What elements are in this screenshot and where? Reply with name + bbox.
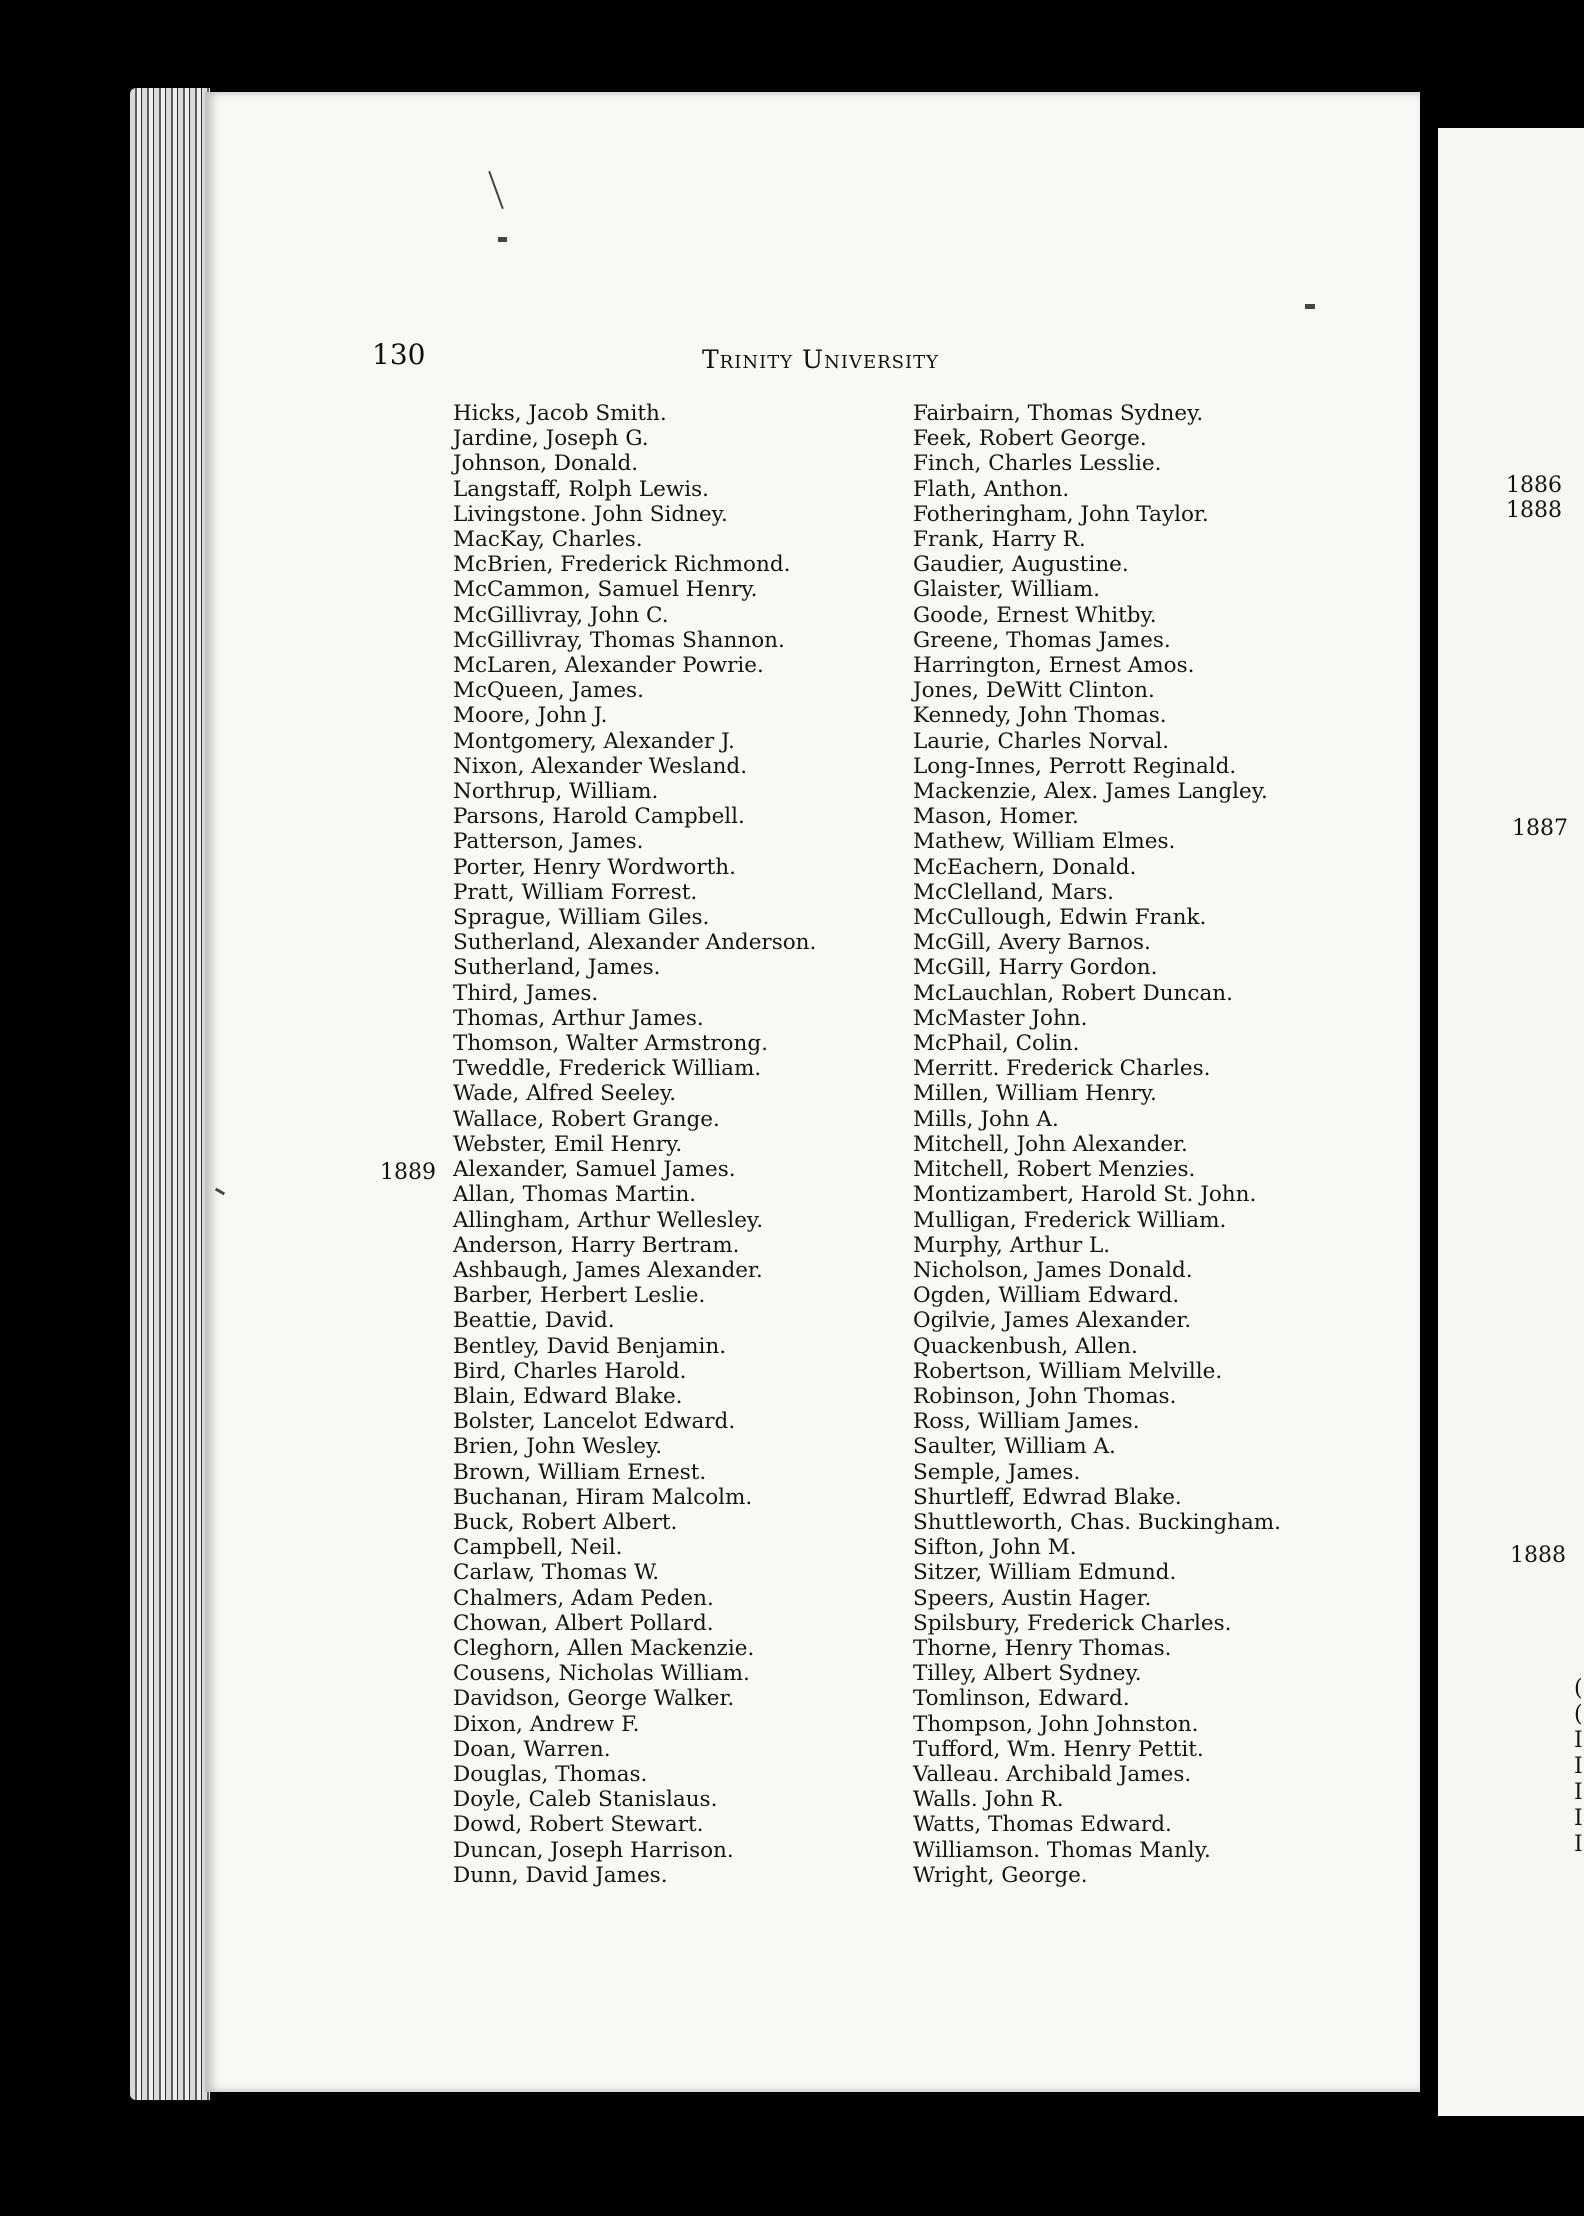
name-entry: Montgomery, Alexander J. [453, 728, 735, 754]
name-entry: Harrington, Ernest Amos. [913, 653, 1195, 679]
name-entry: Speers, Austin Hager. [913, 1585, 1152, 1611]
name-entry: Valleau. Archibald James. [913, 1761, 1192, 1787]
name-entry: Chowan, Albert Pollard. [453, 1610, 714, 1636]
name-entry: Williamson. Thomas Manly. [913, 1837, 1211, 1863]
name-entry: Laurie, Charles Norval. [913, 728, 1170, 754]
name-entry: McBrien, Frederick Richmond. [453, 552, 791, 578]
running-head: Trinity University [702, 345, 939, 374]
name-entry: Millen, William Henry. [913, 1081, 1157, 1107]
name-entry: Mitchell, Robert Menzies. [913, 1157, 1196, 1183]
name-entry: Merritt. Frederick Charles. [913, 1056, 1211, 1082]
name-entry: McLaren, Alexander Powrie. [453, 653, 764, 679]
right-name-column [913, 401, 1281, 1888]
facing-page-edge-letter: ( [1574, 1676, 1583, 1701]
facing-page-edge-letter: ( [1574, 1702, 1583, 1727]
name-entry: Nicholson, James Donald. [913, 1257, 1193, 1283]
name-entry: McClelland, Mars. [913, 879, 1114, 905]
name-entry: Thomson, Walter Armstrong. [453, 1031, 768, 1057]
facing-page-year: 1886 [1506, 473, 1562, 498]
name-entry: McPhail, Colin. [913, 1031, 1080, 1057]
name-entry: McGill, Harry Gordon. [913, 955, 1158, 981]
name-entry: Brown, William Ernest. [453, 1459, 707, 1485]
name-entry: Saulter, William A. [913, 1434, 1116, 1460]
name-entry: Gaudier, Augustine. [913, 552, 1129, 578]
page-edges [130, 88, 210, 2100]
name-entry: Kennedy, John Thomas. [913, 703, 1167, 729]
name-entry: Bolster, Lancelot Edward. [453, 1409, 736, 1435]
name-entry: Watts, Thomas Edward. [913, 1812, 1172, 1838]
name-entry: McGillivray, Thomas Shannon. [453, 627, 785, 653]
name-entry: Doan, Warren. [453, 1736, 611, 1762]
name-entry: Flath, Anthon. [913, 476, 1070, 502]
name-entry: Frank, Harry R. [913, 527, 1086, 553]
name-entry: Duncan, Joseph Harrison. [453, 1837, 734, 1863]
name-entry: Buchanan, Hiram Malcolm. [453, 1484, 753, 1510]
name-entry: Tufford, Wm. Henry Pettit. [913, 1736, 1204, 1762]
name-entry: Sprague, William Giles. [453, 905, 710, 931]
name-entry: Thorne, Henry Thomas. [913, 1635, 1172, 1661]
left-name-column [453, 401, 816, 1888]
name-entry: Feek, Robert George. [913, 426, 1147, 452]
name-entry: Doyle, Caleb Stanislaus. [453, 1787, 718, 1813]
name-entry: Glaister, William. [913, 577, 1100, 603]
name-entry: McEachern, Donald. [913, 854, 1137, 880]
name-entry: Mackenzie, Alex. James Langley. [913, 779, 1268, 805]
facing-page-year: 1887 [1512, 816, 1568, 841]
ink-speck [498, 237, 507, 242]
name-entry: Wallace, Robert Grange. [453, 1106, 720, 1132]
name-entry: Patterson, James. [453, 829, 644, 855]
name-entry: Mason, Homer. [913, 804, 1079, 830]
facing-page-edge-letter: I [1574, 1832, 1583, 1857]
name-entry: Webster, Emil Henry. [453, 1131, 683, 1157]
name-entry: Beattie, David. [453, 1308, 615, 1334]
name-entry: Robinson, John Thomas. [913, 1383, 1177, 1409]
facing-page-edge-letter: I [1574, 1806, 1583, 1831]
name-entry: Thomas, Arthur James. [453, 1005, 704, 1031]
name-entry: Wright, George. [913, 1862, 1088, 1888]
ink-speck [215, 1188, 225, 1196]
name-entry: Tilley, Albert Sydney. [913, 1661, 1142, 1687]
name-entry: McLauchlan, Robert Duncan. [913, 980, 1233, 1006]
name-entry: Ogilvie, James Alexander. [913, 1308, 1192, 1334]
name-entry: Davidson, George Walker. [453, 1686, 735, 1712]
facing-page-edge-letter: I [1574, 1728, 1583, 1753]
name-entry: Dowd, Robert Stewart. [453, 1812, 704, 1838]
name-entry: Carlaw, Thomas W. [453, 1560, 660, 1586]
name-entry: Fairbairn, Thomas Sydney. [913, 401, 1204, 426]
name-entry: Sutherland, Alexander Anderson. [453, 930, 817, 956]
name-entry: McCammon, Samuel Henry. [453, 577, 758, 603]
name-entry: McCullough, Edwin Frank. [913, 905, 1207, 931]
name-entry: Dixon, Andrew F. [453, 1711, 640, 1737]
ink-speck [488, 171, 504, 209]
facing-page-edge-letter: I [1574, 1780, 1583, 1805]
name-entry: MacKay, Charles. [453, 527, 643, 553]
name-entry: Fotheringham, John Taylor. [913, 501, 1209, 527]
name-entry: Nixon, Alexander Wesland. [453, 753, 748, 779]
name-entry: Murphy, Arthur L. [913, 1232, 1111, 1258]
name-entry: Third, James. [453, 980, 599, 1006]
name-entry: Quackenbush, Allen. [913, 1333, 1138, 1359]
name-entry: Chalmers, Adam Peden. [453, 1585, 714, 1611]
name-entry: McMaster John. [913, 1005, 1088, 1031]
name-entry: Shurtleff, Edwrad Blake. [913, 1484, 1182, 1510]
name-entry: Buck, Robert Albert. [453, 1509, 678, 1535]
name-entry: Alexander, Samuel James. [453, 1157, 736, 1183]
name-entry: Campbell, Neil. [453, 1535, 623, 1561]
name-entry: Anderson, Harry Bertram. [453, 1232, 740, 1258]
name-entry: Pratt, William Forrest. [453, 879, 698, 905]
name-entry: Tomlinson, Edward. [913, 1686, 1130, 1712]
name-entry: Tweddle, Frederick William. [453, 1056, 762, 1082]
ink-speck [1305, 304, 1315, 309]
name-entry: Goode, Ernest Whitby. [913, 602, 1157, 628]
name-entry: Cleghorn, Allen Mackenzie. [453, 1635, 755, 1661]
name-entry: Hicks, Jacob Smith. [453, 401, 667, 426]
name-entry: Parsons, Harold Campbell. [453, 804, 745, 830]
facing-page-year: 1888 [1506, 498, 1562, 523]
name-entry: Spilsbury, Frederick Charles. [913, 1610, 1232, 1636]
name-entry: Robertson, William Melville. [913, 1358, 1223, 1384]
name-entry: Mathew, William Elmes. [913, 829, 1176, 855]
name-entry: Allan, Thomas Martin. [453, 1182, 697, 1208]
name-entry: Long-Innes, Perrott Reginald. [913, 753, 1237, 779]
name-entry: Greene, Thomas James. [913, 627, 1171, 653]
name-entry: Barber, Herbert Leslie. [453, 1283, 706, 1309]
name-entry: Ashbaugh, James Alexander. [453, 1257, 763, 1283]
name-entry: Finch, Charles Lesslie. [913, 451, 1162, 477]
name-entry: Wade, Alfred Seeley. [453, 1081, 677, 1107]
page-number: 130 [372, 338, 426, 371]
name-entry: Ogden, William Edward. [913, 1283, 1180, 1309]
name-entry: Livingstone. John Sidney. [453, 501, 728, 527]
name-entry: Sitzer, William Edmund. [913, 1560, 1177, 1586]
name-entry: Mulligan, Frederick William. [913, 1207, 1227, 1233]
name-entry: Jones, DeWitt Clinton. [913, 678, 1155, 704]
name-entry: Dunn, David James. [453, 1862, 668, 1888]
name-entry: Brien, John Wesley. [453, 1434, 663, 1460]
name-entry: Blain, Edward Blake. [453, 1383, 683, 1409]
name-entry: Cousens, Nicholas William. [453, 1661, 750, 1687]
name-entry: Porter, Henry Wordworth. [453, 854, 736, 880]
name-entry: McGillivray, John C. [453, 602, 669, 628]
name-entry: Semple, James. [913, 1459, 1081, 1485]
name-entry: Walls. John R. [913, 1787, 1064, 1813]
name-entry: Sutherland, James. [453, 955, 661, 981]
name-entry: Mitchell, John Alexander. [913, 1131, 1188, 1157]
name-entry: Sifton, John M. [913, 1535, 1077, 1561]
name-entry: Mills, John A. [913, 1106, 1059, 1132]
name-entry: McQueen, James. [453, 678, 644, 704]
name-entry: Johnson, Donald. [453, 451, 639, 477]
facing-page [1438, 128, 1584, 2116]
name-entry: Moore, John J. [453, 703, 608, 729]
name-entry: Northrup, William. [453, 779, 659, 805]
name-entry: Montizambert, Harold St. John. [913, 1182, 1257, 1208]
name-entry: McGill, Avery Barnos. [913, 930, 1151, 956]
name-entry: Bird, Charles Harold. [453, 1358, 687, 1384]
name-entry: Thompson, John Johnston. [913, 1711, 1199, 1737]
name-entry: Langstaff, Rolph Lewis. [453, 476, 709, 502]
name-entry: Jardine, Joseph G. [453, 426, 649, 452]
name-entry: Allingham, Arthur Wellesley. [453, 1207, 764, 1233]
name-entry: Shuttleworth, Chas. Buckingham. [913, 1509, 1281, 1535]
name-entry: Ross, William James. [913, 1409, 1140, 1435]
name-entry: Douglas, Thomas. [453, 1761, 648, 1787]
year-marker: 1889 [380, 1160, 436, 1185]
facing-page-year: 1888 [1510, 1543, 1566, 1568]
facing-page-edge-letter: I [1574, 1754, 1583, 1779]
name-entry: Bentley, David Benjamin. [453, 1333, 727, 1359]
